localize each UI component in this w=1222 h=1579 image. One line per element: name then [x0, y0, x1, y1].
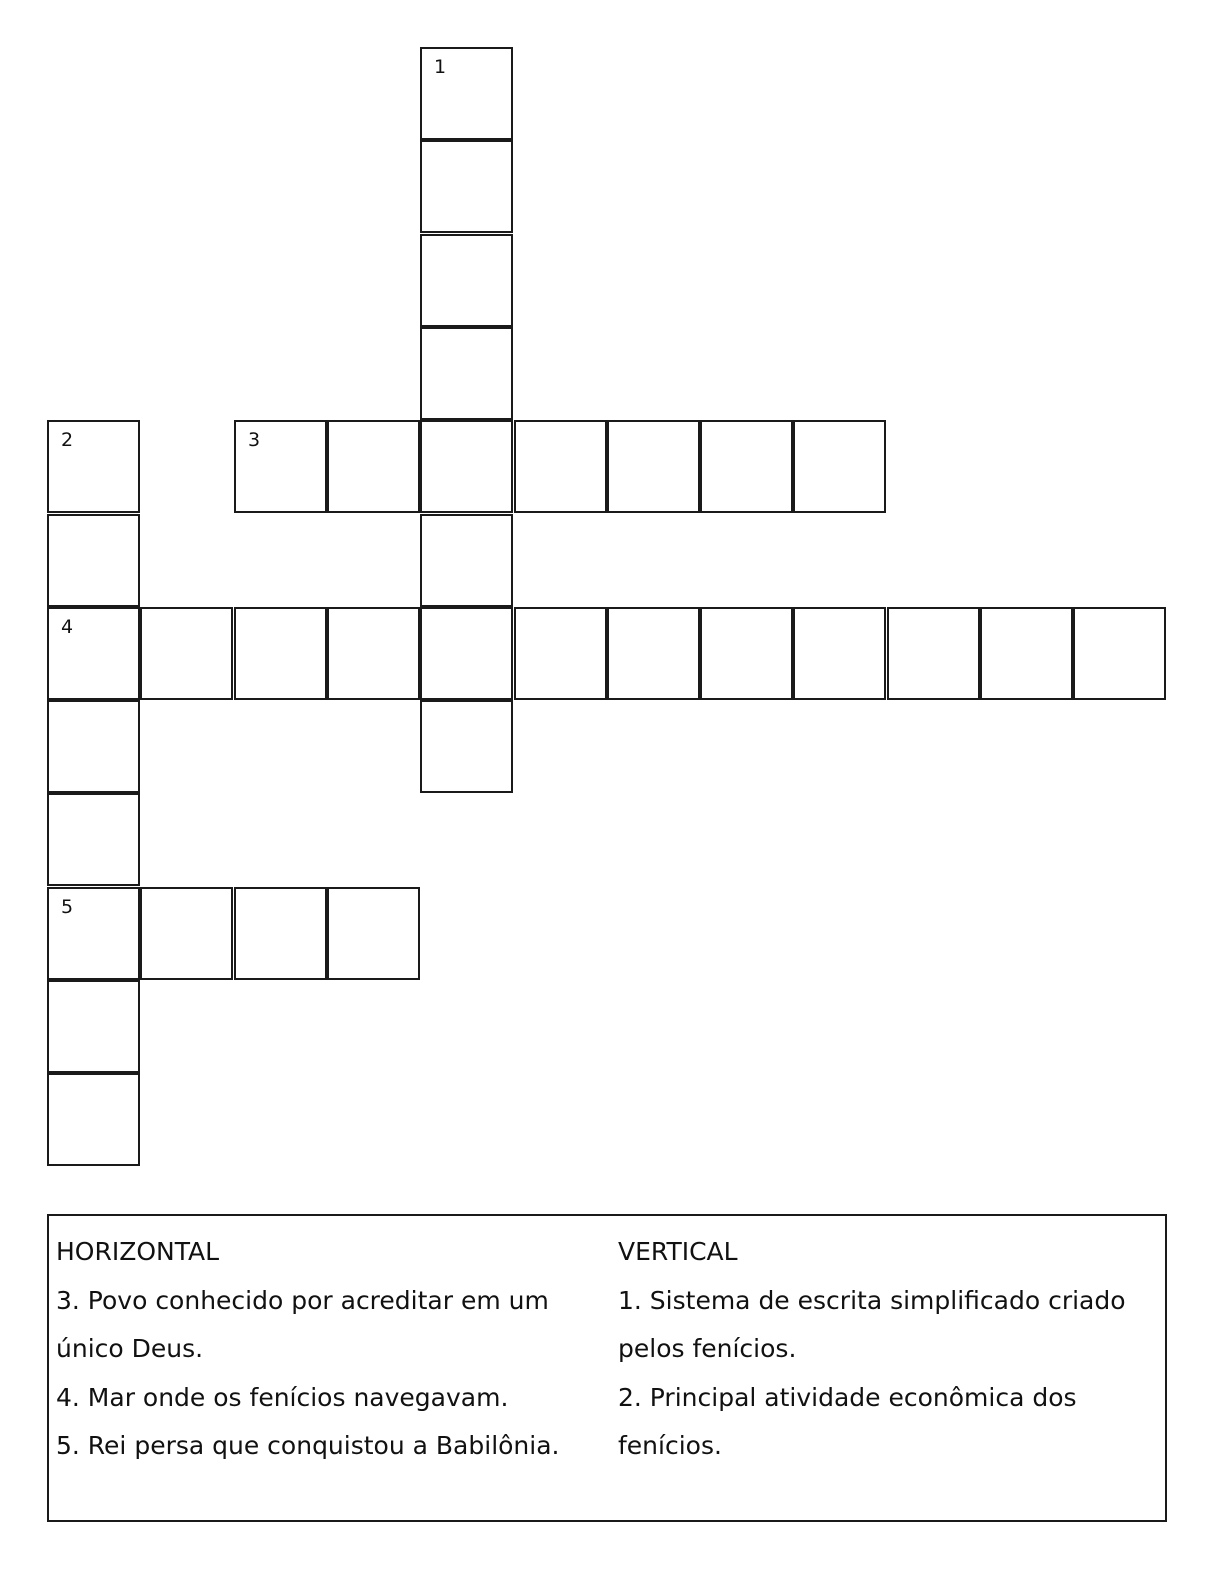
- grid-cell[interactable]: [234, 607, 327, 700]
- grid-cell[interactable]: [980, 607, 1073, 700]
- grid-cell[interactable]: [514, 420, 607, 513]
- vertical-clue-1: 1. Sistema de escrita simplificado criado pelos fenícios.: [618, 1285, 1126, 1363]
- horizontal-clue-5: 5. Rei persa que conquistou a Babilônia.: [56, 1431, 560, 1460]
- grid-cell[interactable]: [793, 420, 886, 513]
- grid-cell[interactable]: [47, 1073, 140, 1166]
- grid-cell[interactable]: [607, 607, 700, 700]
- clue-number-5: 5: [61, 896, 74, 918]
- grid-cell[interactable]: [327, 420, 420, 513]
- clue-number-3: 3: [248, 429, 261, 451]
- grid-cell[interactable]: [420, 140, 513, 233]
- grid-cell[interactable]: [607, 420, 700, 513]
- grid-cell[interactable]: [420, 420, 513, 513]
- clue-number-4: 4: [61, 616, 74, 638]
- vertical-clues: [618, 1228, 1163, 1471]
- horizontal-clue-4: 4. Mar onde os fenícios navegavam.: [56, 1382, 509, 1412]
- horizontal-clue-3: 3. Povo conhecido por acreditar em um único Deus.: [56, 1285, 549, 1363]
- grid-cell[interactable]: [327, 607, 420, 700]
- grid-cell[interactable]: [700, 607, 793, 700]
- grid-cell[interactable]: [1073, 607, 1166, 700]
- grid-cell[interactable]: [47, 607, 140, 700]
- clue-number-1: 1: [434, 56, 447, 78]
- clue-number-2: 2: [61, 429, 74, 451]
- grid-cell[interactable]: [47, 793, 140, 886]
- horizontal-heading: HORIZONTAL: [56, 1237, 220, 1266]
- grid-cell[interactable]: [420, 700, 513, 793]
- grid-cell[interactable]: [47, 700, 140, 793]
- grid-cell[interactable]: [47, 514, 140, 607]
- grid-cell[interactable]: [47, 420, 140, 513]
- grid-cell[interactable]: [234, 887, 327, 980]
- grid-cell[interactable]: [887, 607, 980, 700]
- horizontal-clues: [56, 1228, 601, 1471]
- grid-cell[interactable]: [327, 887, 420, 980]
- grid-cell[interactable]: [700, 420, 793, 513]
- grid-cell[interactable]: [47, 887, 140, 980]
- grid-cell[interactable]: [420, 514, 513, 607]
- grid-cell[interactable]: [140, 887, 233, 980]
- grid-cell[interactable]: [420, 47, 513, 140]
- vertical-heading: VERTICAL: [618, 1237, 738, 1266]
- grid-cell[interactable]: [514, 607, 607, 700]
- clues-panel: [47, 1214, 1167, 1522]
- grid-cell[interactable]: [420, 607, 513, 700]
- grid-cell[interactable]: [234, 420, 327, 513]
- grid-cell[interactable]: [420, 234, 513, 327]
- grid-cell[interactable]: [793, 607, 886, 700]
- grid-cell[interactable]: [420, 327, 513, 420]
- grid-cell[interactable]: [47, 980, 140, 1073]
- grid-cell[interactable]: [140, 607, 233, 700]
- vertical-clue-2: 2. Principal atividade econômica dos fenícios.: [618, 1382, 1077, 1460]
